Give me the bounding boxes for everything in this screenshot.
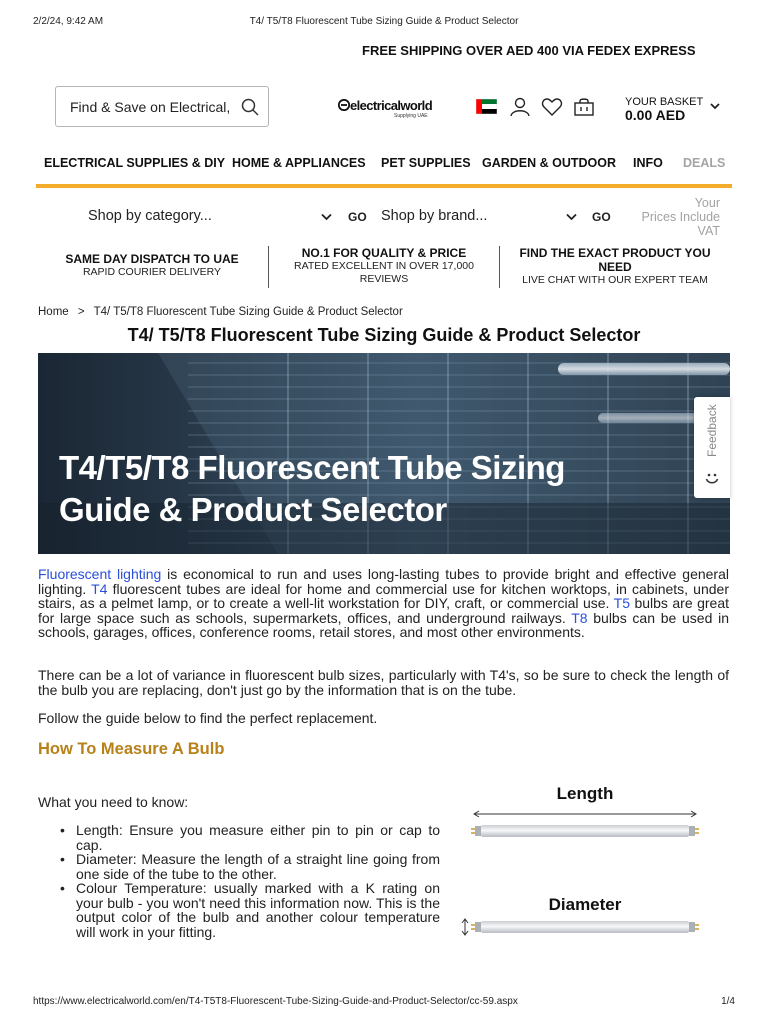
feedback-tab[interactable] — [694, 397, 730, 498]
usp-sub: LIVE CHAT WITH OUR EXPERT TEAM — [522, 274, 708, 286]
print-header — [33, 16, 735, 30]
vat-line: VAT — [697, 224, 720, 238]
usp-title: NO.1 FOR QUALITY & PRICE — [301, 246, 467, 260]
heart-icon[interactable] — [541, 97, 563, 117]
intro-text: fluorescent tubes are ideal for home and commercial use for kitchen worktops, in cabinets, under stairs, as a pelmet lamp, or to create a well-lit workstation for DIY, craft, or commercial use. — [38, 580, 729, 611]
basket-summary[interactable] — [625, 96, 703, 123]
breadcrumb-separator: > — [77, 306, 85, 318]
measure-list — [76, 823, 440, 939]
print-page-number: 1/4 — [721, 996, 735, 1007]
vat-line: Your — [694, 196, 720, 210]
nav-item-info[interactable]: INFO — [633, 156, 663, 170]
usp-title: SAME DAY DISPATCH TO UAE — [65, 252, 239, 266]
main-nav — [44, 156, 734, 172]
length-label: Length — [556, 784, 614, 803]
basket-icon[interactable] — [573, 97, 595, 117]
search-icon[interactable] — [240, 97, 260, 117]
brand-select[interactable]: Shop by brand... — [381, 208, 488, 224]
shipping-text: FREE SHIPPING OVER AED 400 VIA FEDEX EXPRESS — [362, 43, 696, 58]
logo-text: electricalworld — [350, 98, 433, 113]
bulb-measure-diagram — [441, 772, 729, 956]
diameter-label: Diameter — [548, 895, 622, 914]
intro-text: bulbs can be used in schools, garages, offices, conference rooms, retail stores, and most other environments. — [38, 609, 729, 640]
usp-find — [510, 246, 720, 287]
nav-accent-rule — [36, 184, 732, 188]
print-title: T4/ T5/T8 Fluorescent Tube Sizing Guide & Product Selector — [249, 16, 519, 27]
need-to-know-label: What you need to know: — [38, 794, 189, 810]
logo-subtext: Supplying UAE — [394, 113, 428, 119]
print-footer — [33, 996, 735, 1010]
link-t4[interactable]: T4 — [91, 580, 108, 597]
list-item: • Diameter: Measure the length of a straight line going from one side of the tube to the other. — [76, 852, 440, 881]
list-item: • Length: Ensure you measure either pin to pin or cap to cap. — [76, 823, 440, 852]
usp-divider — [268, 246, 269, 288]
feedback-label: Feedback — [705, 404, 719, 457]
basket-label: YOUR BASKET — [625, 96, 704, 108]
hero-title — [59, 447, 565, 531]
brand-go-button[interactable]: GO — [592, 210, 611, 224]
page-title: T4/ T5/T8 Fluorescent Tube Sizing Guide & Product Selector — [127, 325, 641, 345]
section-heading: How To Measure A Bulb — [38, 740, 225, 758]
usp-quality — [284, 246, 484, 286]
smiley-icon — [702, 468, 722, 488]
nav-item-garden[interactable]: GARDEN & OUTDOOR — [482, 156, 617, 170]
breadcrumb — [38, 306, 409, 318]
intro-text: is economical to run and uses long-lasting tubes to provide bright and effective general lighting. — [38, 566, 729, 597]
usp-sub: RAPID COURIER DELIVERY — [82, 266, 222, 278]
chevron-down-icon[interactable] — [566, 213, 577, 221]
category-select[interactable]: Shop by category... — [88, 208, 212, 224]
search-box[interactable] — [55, 86, 269, 127]
vat-notice — [628, 196, 720, 238]
print-date: 2/2/24, 9:42 AM — [33, 16, 104, 27]
logo-mark-icon — [338, 99, 350, 111]
list-item: • Colour Temperature: usually marked with a K rating on your bulb - you won't need this information now. This is the output color of the bulb and another colour temperature will work in your fitting. — [76, 881, 440, 939]
search-input[interactable] — [70, 97, 230, 117]
breadcrumb-current: T4/ T5/T8 Fluorescent Tube Sizing Guide & Product Selector — [93, 306, 403, 318]
variance-paragraph: There can be a lot of variance in fluorescent bulb sizes, particularly with T4's, so be sure to check the length of the bulb you are replacing, don't just go by the information that is on the tube. — [38, 667, 729, 698]
vat-line: Prices Include — [641, 210, 720, 224]
nav-item-electrical[interactable]: ELECTRICAL SUPPLIES & DIY — [44, 156, 226, 170]
intro-text: bulbs are great for large space such as schools, supermarkets, offices, and underground railways. — [38, 595, 730, 626]
chevron-down-icon[interactable] — [321, 213, 332, 221]
category-go-button[interactable]: GO — [348, 210, 367, 224]
hero-title-line: Guide & Product Selector — [59, 491, 447, 528]
breadcrumb-home[interactable]: Home — [38, 306, 69, 318]
guide-paragraph: Follow the guide below to find the perfect replacement. — [38, 710, 378, 726]
nav-item-home[interactable]: HOME & APPLIANCES — [232, 156, 366, 170]
usp-sub: RATED EXCELLENT IN OVER 17,000 REVIEWS — [294, 260, 474, 285]
link-t5[interactable]: T5 — [613, 595, 630, 611]
basket-amount: 0.00 AED — [625, 107, 686, 123]
link-fluorescent-lighting[interactable]: Fluorescent lighting — [38, 566, 162, 582]
chevron-down-icon[interactable] — [709, 101, 721, 111]
usp-title: FIND THE EXACT PRODUCT YOU NEED — [519, 246, 711, 274]
intro-paragraph — [38, 567, 729, 640]
print-url: https://www.electricalworld.com/en/T4-T5T8-Fluorescent-Tube-Sizing-Guide-and-Product-Selector/cc-59.aspx — [33, 996, 518, 1007]
site-logo[interactable] — [338, 98, 444, 122]
hero-title-line: T4/T5/T8 Fluorescent Tube Sizing — [59, 449, 565, 486]
uae-flag-icon[interactable] — [476, 99, 497, 114]
user-icon[interactable] — [509, 97, 531, 117]
tube-illustration — [441, 772, 729, 956]
usp-divider — [499, 246, 500, 288]
nav-item-deals[interactable]: DEALS — [683, 156, 726, 170]
link-t8[interactable]: T8 — [571, 609, 588, 626]
hero-banner — [38, 353, 730, 554]
nav-item-pet[interactable]: PET SUPPLIES — [381, 156, 471, 170]
usp-dispatch — [52, 252, 252, 279]
